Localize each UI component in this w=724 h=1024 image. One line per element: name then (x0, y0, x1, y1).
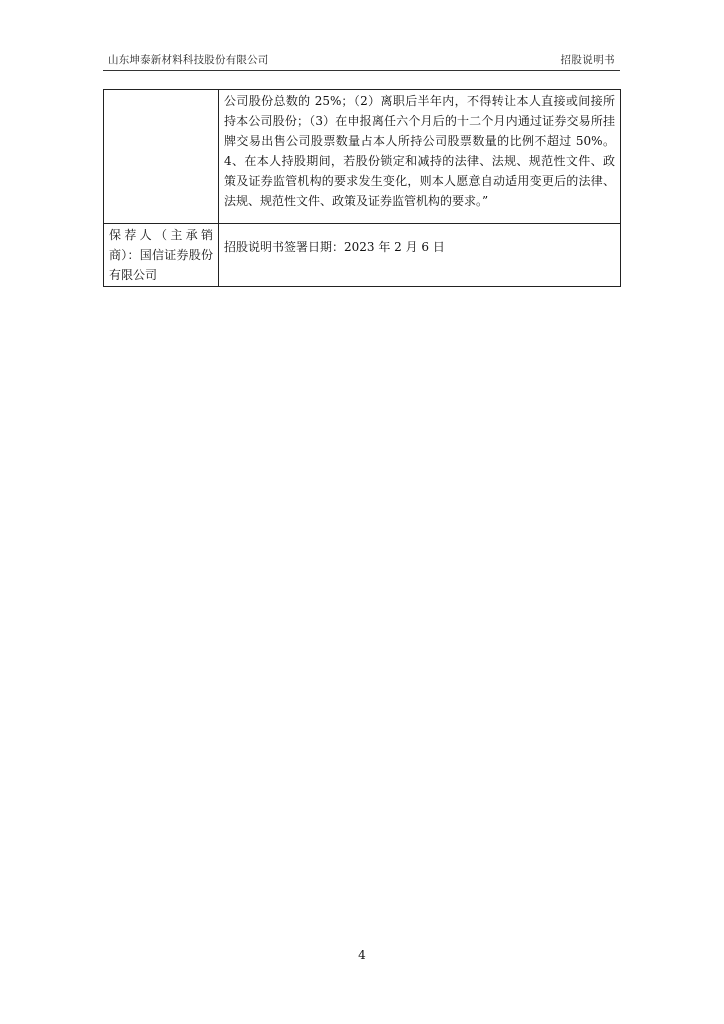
page-number: 4 (358, 948, 366, 962)
table-row (104, 90, 621, 224)
signing-date-cell (219, 224, 621, 287)
table-cell-empty (104, 90, 219, 224)
lockup-commitment-text: 公司股份总数的 25%；（2）离职后半年内，不得转让本人直接或间接所持本公司股份；（3）在申报离任六个月后的十二个月内通过证券交易所挂牌交易出售公司股票数量占本人所持公司股票数量的比例不超过 50%。4、在本人持股期间，若股份锁定和减持的法律、法规、规范性文件、政策及证券监管机构的要求发生变化，则本人愿意自动适用变更后的法律、法规、规范性文件、政策及证券监管机构的要求。” (219, 90, 621, 224)
page-header (103, 50, 620, 68)
info-table (103, 89, 621, 287)
sponsor-underwriter: 保荐人（主承销商）：国信证券股份有限公司 (104, 224, 219, 287)
header-divider (103, 70, 620, 71)
table-row (104, 224, 621, 287)
header-company-name: 山东坤泰新材料科技股份有限公司 (108, 54, 269, 66)
signing-date: 招股说明书签署日期：2023 年 2 月 6 日 (224, 240, 445, 254)
header-document-type: 招股说明书 (560, 54, 615, 66)
